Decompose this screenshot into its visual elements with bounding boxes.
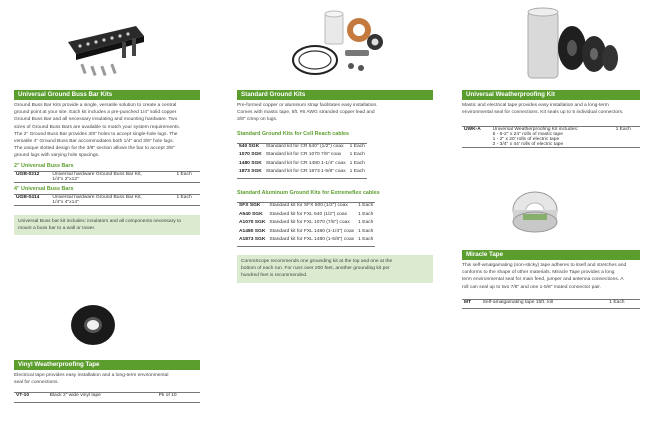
table-row: 540 SGK Standard kit for CR 540" (1/2") coax 1 Each [239,143,365,149]
buss-bar-4in-subtitle: 4" Universal Buss Bars [14,185,74,192]
table-row: A1873 SGK Standard kit for FXL 1480 (1-5/8") coax 1 Each [239,237,374,243]
vinyl-tape-image [68,302,118,348]
table-row: 1070 SGK Standard kit for CR 1070 7/8" coax 1 Each [239,152,365,158]
buss-bar-note: Universal Buss bar kit includes: insulators and all components necessary to mount a buss bar to a wall or tower. [14,215,200,235]
cell-reach-subtitle: Standard Ground Kits for Cell Reach cables [237,130,350,137]
vinyl-tape-description: Electrical tape provides easy installation and a long-term environmental seal for connections. [14,373,169,386]
miracle-tape-section-title: Miracle Tape [462,250,640,260]
ground-kits-description: Pre-formed copper or aluminum strap facilitates easy installation. Comes with mastic tape, 5ft. #6 AWG stranded copper lead and 3/8" crimp on lugs. [237,103,378,123]
ground-kits-note: CommScope recommends one grounding kit at the top and one at the bottom of each run. For runs over 200 feet, another grounding kit per hundred feet is recommended. [237,255,433,283]
extremeflex-table [237,202,375,247]
cell-reach-table [237,143,367,179]
table-row: SFX SGK Standard kit for SFX 500 (1/2") coax 1 Each [239,202,374,208]
table-row: 1873 SGK Standard kit for CR 1873 1-5/8" coax 1 Each [239,169,365,175]
table-row: UWK-A Universal Weatherproofing Kit includes: 5 - 6-2" x 24" rolls of mastic tape 1 - 2" x 20' rolls of electric tape 2 - 3/4" x 44' rolls of electric tape 1 Each [464,127,631,148]
table-row: VT-10 Black 2" wide vinyl tape Pk of 10 [16,393,177,399]
ground-kit-image [285,8,395,88]
table-row: A1480 SGK Standard kit for FXL 1480 (1-1/4") coax 1 Each [239,228,374,234]
miracle-tape-table [462,299,640,310]
table-row: UGB-0414 Universal hardware Ground Buss Bar Kit, 1/4"x 4"x14" 1 Each [16,194,192,205]
miracle-tape-description: This self-amalgamating (non-sticky) tape adheres to itself and stretches and conforms to the shape of other materials. Miracle Tape provides a long term environmental seal for main feed, jumper and antenna connections. A roll can seal up to two 7/8" and one 1-5/8" mated connector pair. [462,263,627,290]
miracle-tape-image [505,188,575,238]
extremeflex-subtitle: Standard Aluminum Ground Kits for Extremeflex cables [237,189,380,196]
buss-bar-2in-subtitle: 2" Universal Buss Bars [14,162,74,169]
buss-bar-description: Ground Buss Bar Kits provide a single, versatile solution to create a central ground point at your site. Each kit includes a pre-punched 1/4" solid copper Ground Buss Bar and all necessary insulating and mounting hardware. Two sizes of Ground Buss Bars are available to match your system requirements. The 2" Ground Buss Bar provides 3/8" holes to accept single-hole lugs. The versatile 4" Ground Buss Bar accommodates both 1/4" and 3/8" hole lugs. The unique slotted design for the 3/8" section allows the bar to accept 3/8" ground lugs with varying hole spacings. [14,103,181,159]
weatherproofing-kit-description: Mastic and electrical tape provides easy installation and a long-term environmental seal for connections. Kit seals up to 5 individual connectors. [462,103,624,116]
table-row: 1480 SGK Standard kit for CR 1480 1-1/4" coax 1 Each [239,160,365,166]
table-row: MT Self-amalgamating tape 15ft. roll 1 Each [464,299,625,305]
vinyl-tape-table [14,392,200,403]
table-row: UGB-0212 Universal hardware Ground Buss Bar Kit, 1/4"x 2"x12" 1 Each [16,171,192,182]
weatherproofing-kit-image [520,6,620,86]
buss-bar-section-title: Universal Ground Buss Bar Kits [14,90,200,100]
ground-kits-section-title: Standard Ground Kits [237,90,433,100]
buss-bar-2in-table [14,171,200,183]
buss-bar-kit-image [60,20,150,82]
table-row: A540 SGK Standard kit for FXL 540 (1/2") coax 1 Each [239,211,374,217]
weatherproofing-kit-table [462,126,640,148]
buss-bar-4in-table [14,194,200,206]
vinyl-tape-section-title: Vinyl Weatherproofing Tape [14,360,200,370]
weatherproofing-kit-section-title: Universal Weatherproofing Kit [462,90,640,100]
table-row: A1070 SGK Standard kit for FXL 1070 (7/8") coax 1 Each [239,220,374,226]
